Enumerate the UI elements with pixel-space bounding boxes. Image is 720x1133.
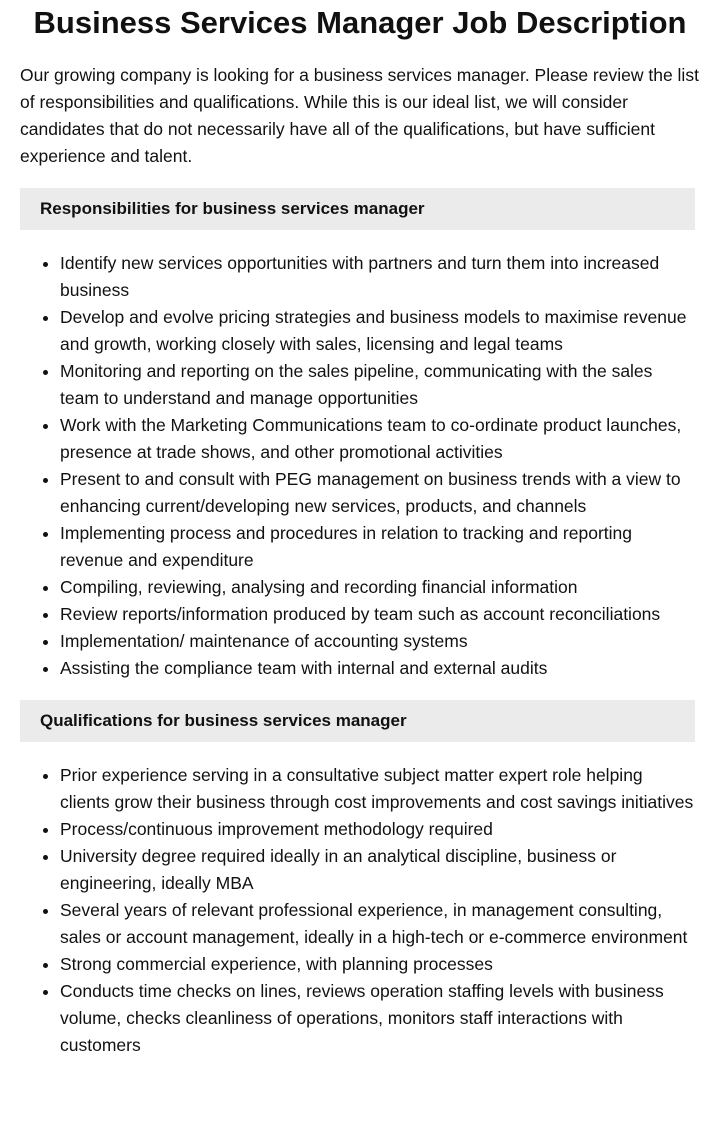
qualifications-heading: Qualifications for business services manager [20,700,695,742]
list-item: • Several years of relevant professional experience, in management consulting, sales or account management, ideally in a high-tech or e-commerce environment [60,897,695,951]
list-item: • Develop and evolve pricing strategies and business models to maximise revenue and growth, working closely with sales, licensing and legal teams [60,304,695,358]
list-item: • Implementation/ maintenance of accounting systems [60,628,695,655]
list-item: • Implementing process and procedures in relation to tracking and reporting revenue and expenditure [60,520,695,574]
list-item: • Compiling, reviewing, analysing and recording financial information [60,574,695,601]
responsibilities-list [20,250,695,682]
list-item: • Assisting the compliance team with internal and external audits [60,655,695,682]
list-item: • Review reports/information produced by team such as account reconciliations [60,601,695,628]
list-item: • Prior experience serving in a consultative subject matter expert role helping clients grow their business through cost improvements and cost savings initiatives [60,762,695,816]
list-item: • Conducts time checks on lines, reviews operation staffing levels with business volume, checks cleanliness of operations, monitors staff interactions with customers [60,978,695,1059]
list-item: • Strong commercial experience, with planning processes [60,951,695,978]
list-item: • Monitoring and reporting on the sales pipeline, communicating with the sales team to understand and manage opportunities [60,358,695,412]
list-item: • Process/continuous improvement methodology required [60,816,695,843]
responsibilities-heading: Responsibilities for business services manager [20,188,695,230]
list-item: • Work with the Marketing Communications team to co-ordinate product launches, presence at trade shows, and other promotional activities [60,412,695,466]
list-item: • University degree required ideally in an analytical discipline, business or engineering, ideally MBA [60,843,695,897]
qualifications-list [20,762,695,1059]
page-title: Business Services Manager Job Description [33,5,687,40]
list-item: • Present to and consult with PEG management on business trends with a view to enhancing current/developing new services, products, and channels [60,466,695,520]
intro-text: Our growing company is looking for a business services manager. Please review the list of responsibilities and qualifications. While this is our ideal list, we will consider candidates that do not necessarily have all of the qualifications, but have sufficient experience and talent. [20,65,699,166]
list-item: • Identify new services opportunities with partners and turn them into increased business [60,250,695,304]
